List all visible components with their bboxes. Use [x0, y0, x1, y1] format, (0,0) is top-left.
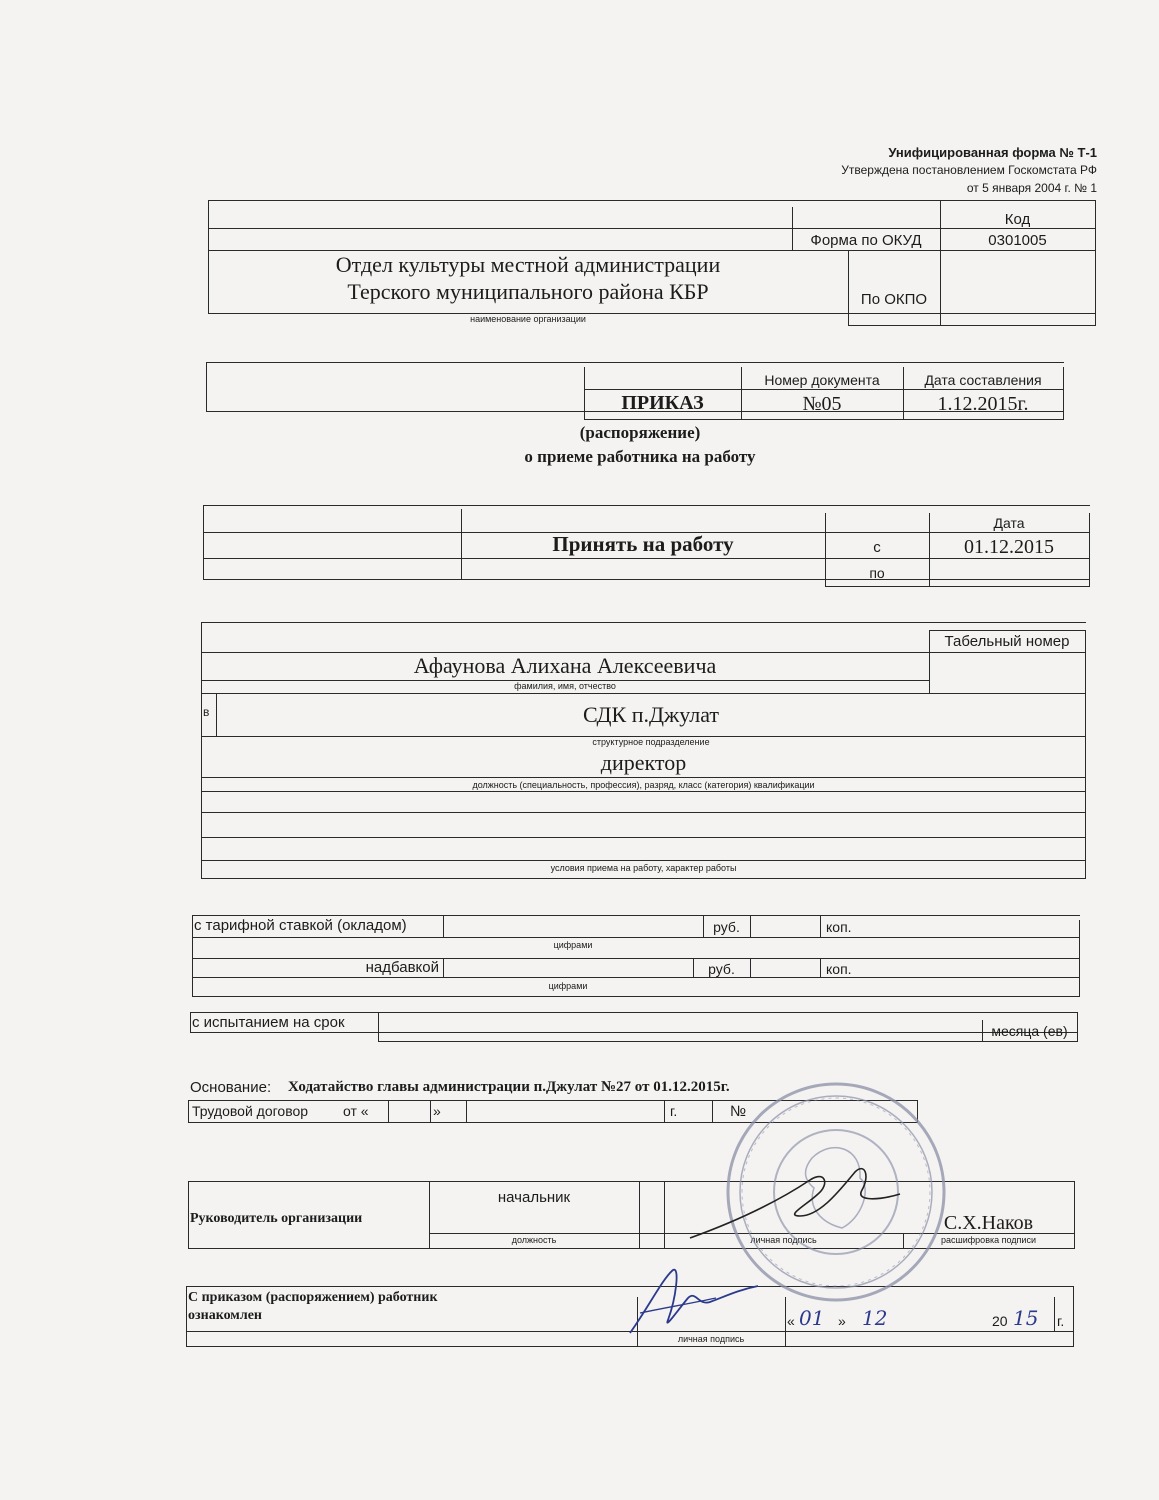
bonus-rub-label: руб.	[708, 961, 735, 977]
doc-date-label: Дата составления	[924, 372, 1042, 388]
head-signature-icon	[680, 1150, 910, 1250]
hire-to-label: по	[869, 565, 885, 581]
ack-year-label: г.	[1057, 1313, 1065, 1329]
order-date: 1.12.2015г.	[937, 393, 1029, 415]
okud-label: Форма по ОКУД	[810, 232, 922, 249]
rate-label: с тарифной ставкой (окладом)	[194, 917, 407, 934]
organization-caption: наименование организации	[470, 314, 586, 324]
bonus-digits-caption: цифрами	[548, 981, 588, 991]
hire-label: Принять на работу	[552, 532, 734, 556]
okpo-label: По ОКПО	[860, 291, 928, 308]
order-number: №05	[802, 393, 842, 415]
tab-number-label: Табельный номер	[944, 633, 1070, 650]
ack-open-quote: «	[787, 1313, 795, 1329]
code-header: Код	[1004, 211, 1031, 228]
ack-close-quote: »	[838, 1313, 846, 1329]
ack-month: 12	[862, 1306, 888, 1330]
head-signature-caption: личная подпись	[750, 1235, 817, 1245]
hire-from-label: с	[873, 539, 881, 556]
contract-quote-close: »	[433, 1103, 441, 1119]
order-subtitle: (распоряжение)	[579, 423, 701, 442]
employee-signature-icon	[618, 1258, 768, 1343]
doc-number-label: Номер документа	[764, 372, 880, 388]
contract-year-label: г.	[670, 1103, 678, 1119]
rate-digits-caption: цифрами	[553, 940, 593, 950]
probation-label: с испытанием на срок	[192, 1014, 345, 1031]
ack-year-suffix: 15	[1013, 1306, 1039, 1330]
contract-number-label: №	[730, 1103, 747, 1120]
probation-months-label: месяца (ев)	[991, 1023, 1068, 1039]
head-position-caption: должность	[511, 1235, 557, 1245]
head-name: С.Х.Наков	[943, 1212, 1034, 1234]
head-name-caption: расшифровка подписи	[941, 1235, 1036, 1245]
organization-name-line2: Терского муниципального района КБР	[347, 279, 709, 304]
head-position: начальник	[497, 1189, 571, 1206]
order-purpose: о приеме работника на работу	[524, 447, 756, 466]
ack-label-line2: ознакомлен	[188, 1308, 262, 1323]
head-label: Руководитель организации	[190, 1211, 363, 1226]
position-name: директор	[600, 750, 687, 775]
ack-year-prefix: 20	[992, 1313, 1008, 1329]
full-name-caption: фамилия, имя, отчество	[514, 681, 616, 691]
form-title: Унифицированная форма № Т-1	[888, 145, 1097, 160]
bonus-label: надбавкой	[365, 959, 439, 976]
bonus-kop-label: коп.	[826, 961, 852, 977]
okud-value: 0301005	[988, 232, 1047, 249]
position-caption: должность (специальность, профессия), разряд, класс (категория) квалификации	[472, 780, 815, 790]
contract-label: Трудовой договор	[192, 1103, 309, 1119]
ack-label-line1: С приказом (распоряжением) работник	[188, 1290, 438, 1305]
hire-from-value: 01.12.2015	[964, 536, 1054, 558]
organization-name-line1: Отдел культуры местной администрации	[335, 252, 721, 277]
contract-from-label: от «	[343, 1103, 369, 1119]
department-name: СДК п.Джулат	[582, 702, 720, 727]
hire-date-header: Дата	[993, 515, 1025, 531]
employee-full-name: Афаунова Алихана Алексеевича	[413, 653, 717, 678]
ack-day: 01	[799, 1306, 825, 1330]
rate-kop-label: коп.	[826, 919, 852, 935]
basis-text: Ходатайство главы администрации п.Джулат №27 от 01.12.2015г.	[288, 1079, 730, 1095]
ack-signature-caption: личная подпись	[677, 1334, 745, 1344]
department-caption: структурное подразделение	[592, 737, 710, 747]
approved-line: Утверждена постановлением Госкомстата РФ	[841, 163, 1097, 177]
approved-date-line: от 5 января 2004 г. № 1	[966, 181, 1097, 195]
conditions-caption: условия приема на работу, характер работы	[550, 863, 737, 873]
basis-label: Основание:	[190, 1079, 272, 1096]
in-label: в	[203, 705, 210, 719]
rate-rub-label: руб.	[713, 919, 740, 935]
order-title: ПРИКАЗ	[621, 392, 704, 414]
